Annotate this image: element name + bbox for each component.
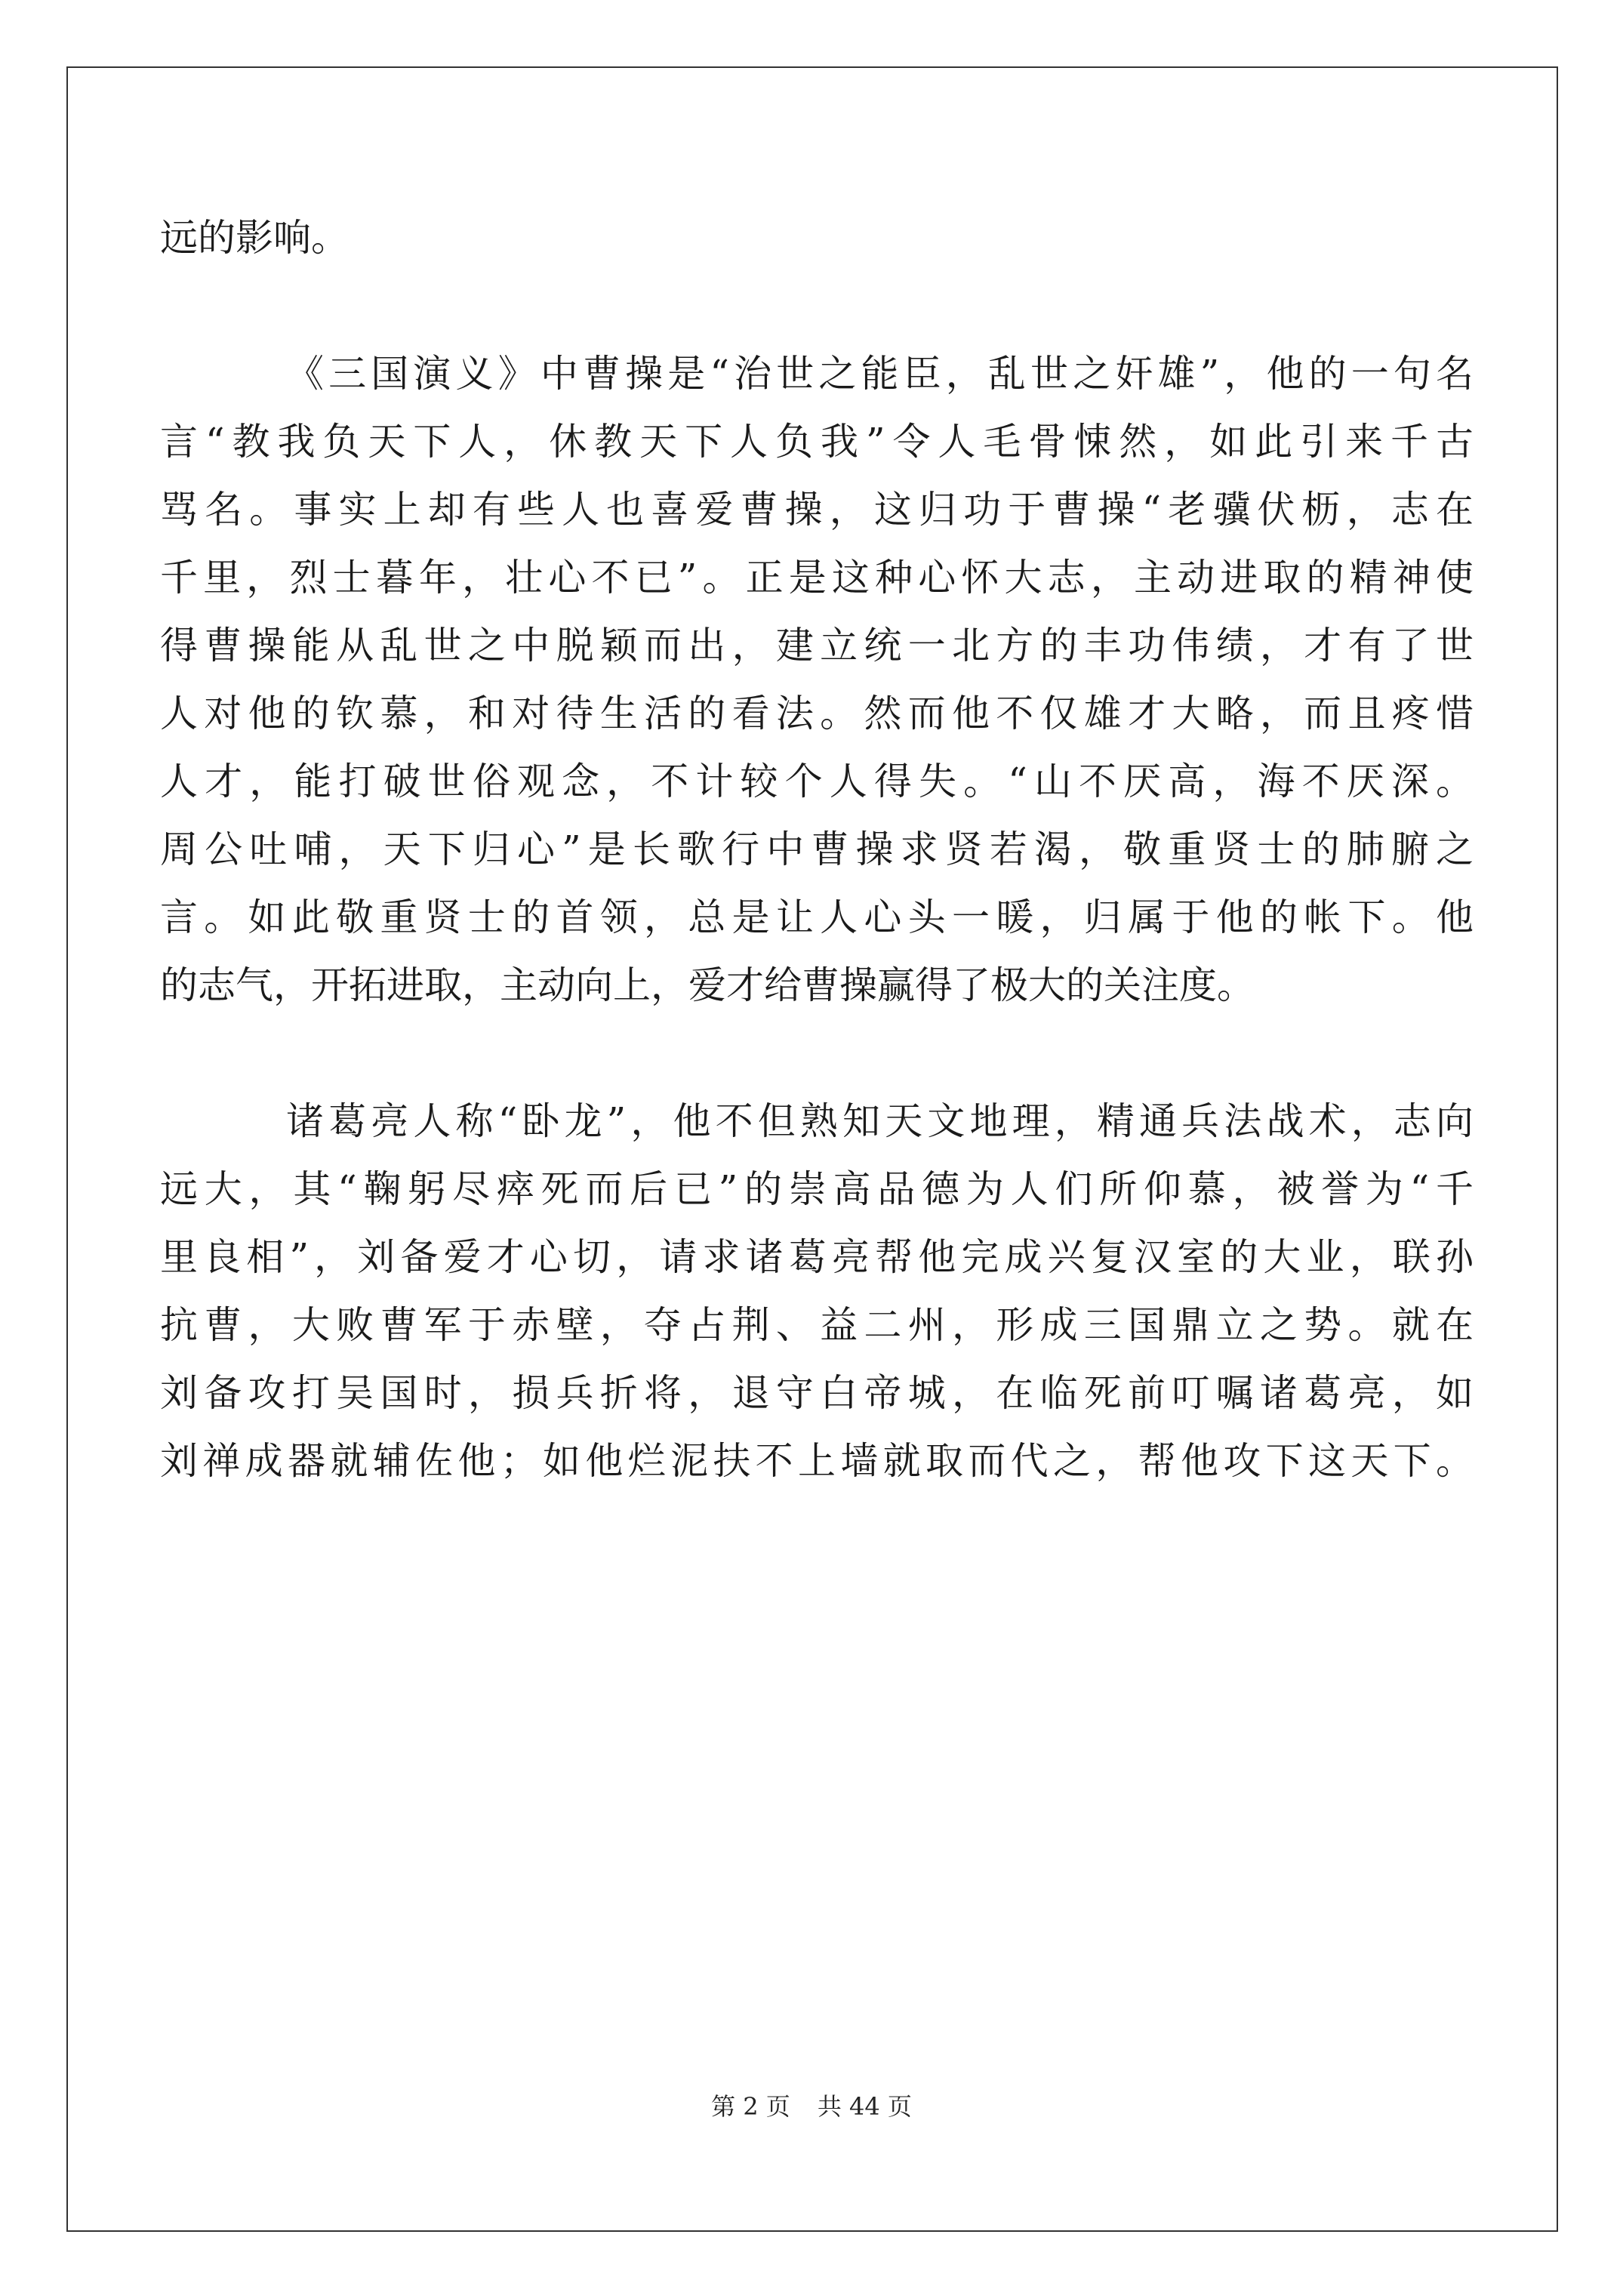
page-number: 第 2 页: [711, 2092, 790, 2121]
text-line: 远的影响。: [160, 216, 349, 260]
page-total: 共 44 页: [817, 2092, 912, 2121]
paragraph-first-line: 《三国演义》中曹操是“治世之能臣，乱世之奸雄”，他的一句名: [286, 352, 1474, 396]
text-line: 里良相”，刘备爱才心切，请求诸葛亮帮他完成兴复汉室的大业，联孙: [160, 1235, 1474, 1279]
text-line: 人对他的钦慕，和对待生活的看法。然而他不仅雄才大略，而且疼惜: [160, 692, 1474, 735]
text-line: 刘禅成器就辅佐他；如他烂泥扶不上墙就取而代之，帮他攻下这天下。: [160, 1439, 1474, 1483]
text-line: 抗曹，大败曹军于赤壁，夺占荆、益二州，形成三国鼎立之势。就在: [160, 1303, 1474, 1347]
text-line: 远大，其“鞠躬尽瘁死而后已”的崇高品德为人们所仰慕，被誉为“千: [160, 1167, 1474, 1211]
text-line: 骂名。事实上却有些人也喜爱曹操，这归功于曹操“老骥伏枥，志在: [160, 488, 1474, 532]
text-line: 得曹操能从乱世之中脱颖而出，建立统一北方的丰功伟绩，才有了世: [160, 624, 1474, 667]
text-line: 的志气，开拓进取，主动向上，爱才给曹操赢得了极大的关注度。: [160, 963, 1255, 1007]
text-line: 周公吐哺，天下归心”是长歌行中曹操求贤若渴，敬重贤士的肺腑之: [160, 827, 1474, 871]
page-footer: [0, 2088, 1623, 2125]
text-line: 人才，能打破世俗观念，不计较个人得失。“山不厌高，海不厌深。: [160, 760, 1474, 803]
paragraph-first-line: 诸葛亮人称“卧龙”，他不但熟知天文地理，精通兵法战术，志向: [286, 1099, 1474, 1143]
text-line: 言。如此敬重贤士的首领，总是让人心头一暖，归属于他的帐下。他: [160, 895, 1474, 939]
text-line: 千里，烈士暮年，壮心不已”。正是这种心怀大志，主动进取的精神使: [160, 556, 1474, 599]
text-line: 言“教我负天下人，休教天下人负我”令人毛骨悚然，如此引来千古: [160, 420, 1474, 464]
text-line: 刘备攻打吴国时，损兵折将，退守白帝城，在临死前叮嘱诸葛亮，如: [160, 1371, 1474, 1415]
